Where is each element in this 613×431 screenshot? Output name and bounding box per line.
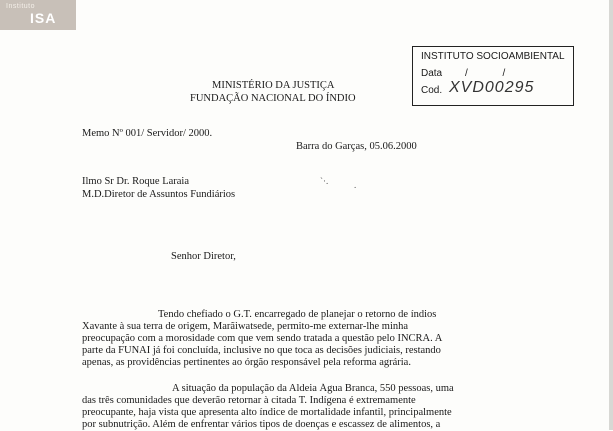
- paragraph-2-line: das três comunidades que deverão retornar à citada T. Indígena é extremamente: [82, 395, 416, 406]
- scan-mark: `·.: [320, 176, 329, 186]
- logo-small-text: Instituto: [6, 3, 36, 10]
- stamp-data-label: Data: [421, 68, 443, 79]
- place-date: Barra do Garças, 05.06.2000: [296, 141, 417, 152]
- paragraph-2-line: A situação da população da Aldeia Água Branca, 550 pessoas, uma: [172, 383, 454, 394]
- stamp-cod-label: Cod.: [421, 85, 443, 96]
- salutation: Senhor Diretor,: [171, 251, 236, 262]
- paragraph-2-line: por subnutrição. Além de enfrentar vários tipos de doenças e escassez de alimentos, a: [82, 419, 441, 430]
- paragraph-2: [82, 383, 462, 431]
- paragraph-2-line: preocupante, haja vista que apresenta alto índice de mortalidade infantil, principalmente: [82, 407, 452, 418]
- paragraph-1-line: Tendo chefiado o G.T. encarregado de planejar o retorno de índios: [158, 309, 437, 320]
- isa-logo: [0, 0, 76, 30]
- addressee-name: Ilmo Sr Dr. Roque Laraia: [82, 176, 190, 187]
- paragraph-1-line: preocupação com a morosidade com que vem sendo tratada a questão pelo INCRA. A: [82, 333, 443, 344]
- ministry-heading: MINISTÉRIO DA JUSTIÇA: [212, 80, 335, 91]
- paragraph-1-line: parte da FUNAI já foi concluída, inclusive no que toca as decisões judiciais, restando: [82, 345, 441, 356]
- scan-mark-2: .: [354, 180, 357, 190]
- stamp-date-marks: / /: [465, 68, 522, 79]
- archive-stamp: [412, 46, 574, 106]
- paragraph-1: [82, 309, 462, 369]
- stamp-code: XVD00295: [449, 79, 535, 96]
- logo-big-text: ISA: [30, 10, 57, 26]
- addressee-title: M.D.Diretor de Assuntos Fundiários: [82, 189, 236, 200]
- memo-number: Memo Nº 001/ Servidor/ 2000.: [82, 128, 213, 139]
- stamp-org: INSTITUTO SOCIOAMBIENTAL: [421, 51, 565, 62]
- page-edge: [609, 0, 613, 430]
- foundation-heading: FUNDAÇÃO NACIONAL DO ÍNDIO: [190, 93, 356, 104]
- paragraph-1-line: Xavante à sua terra de origem, Marãiwatsede, permito-me externar-lhe minha: [82, 321, 409, 332]
- paragraph-1-line: apenas, as providências pertinentes ao órgão responsável pela reforma agrária.: [82, 357, 411, 368]
